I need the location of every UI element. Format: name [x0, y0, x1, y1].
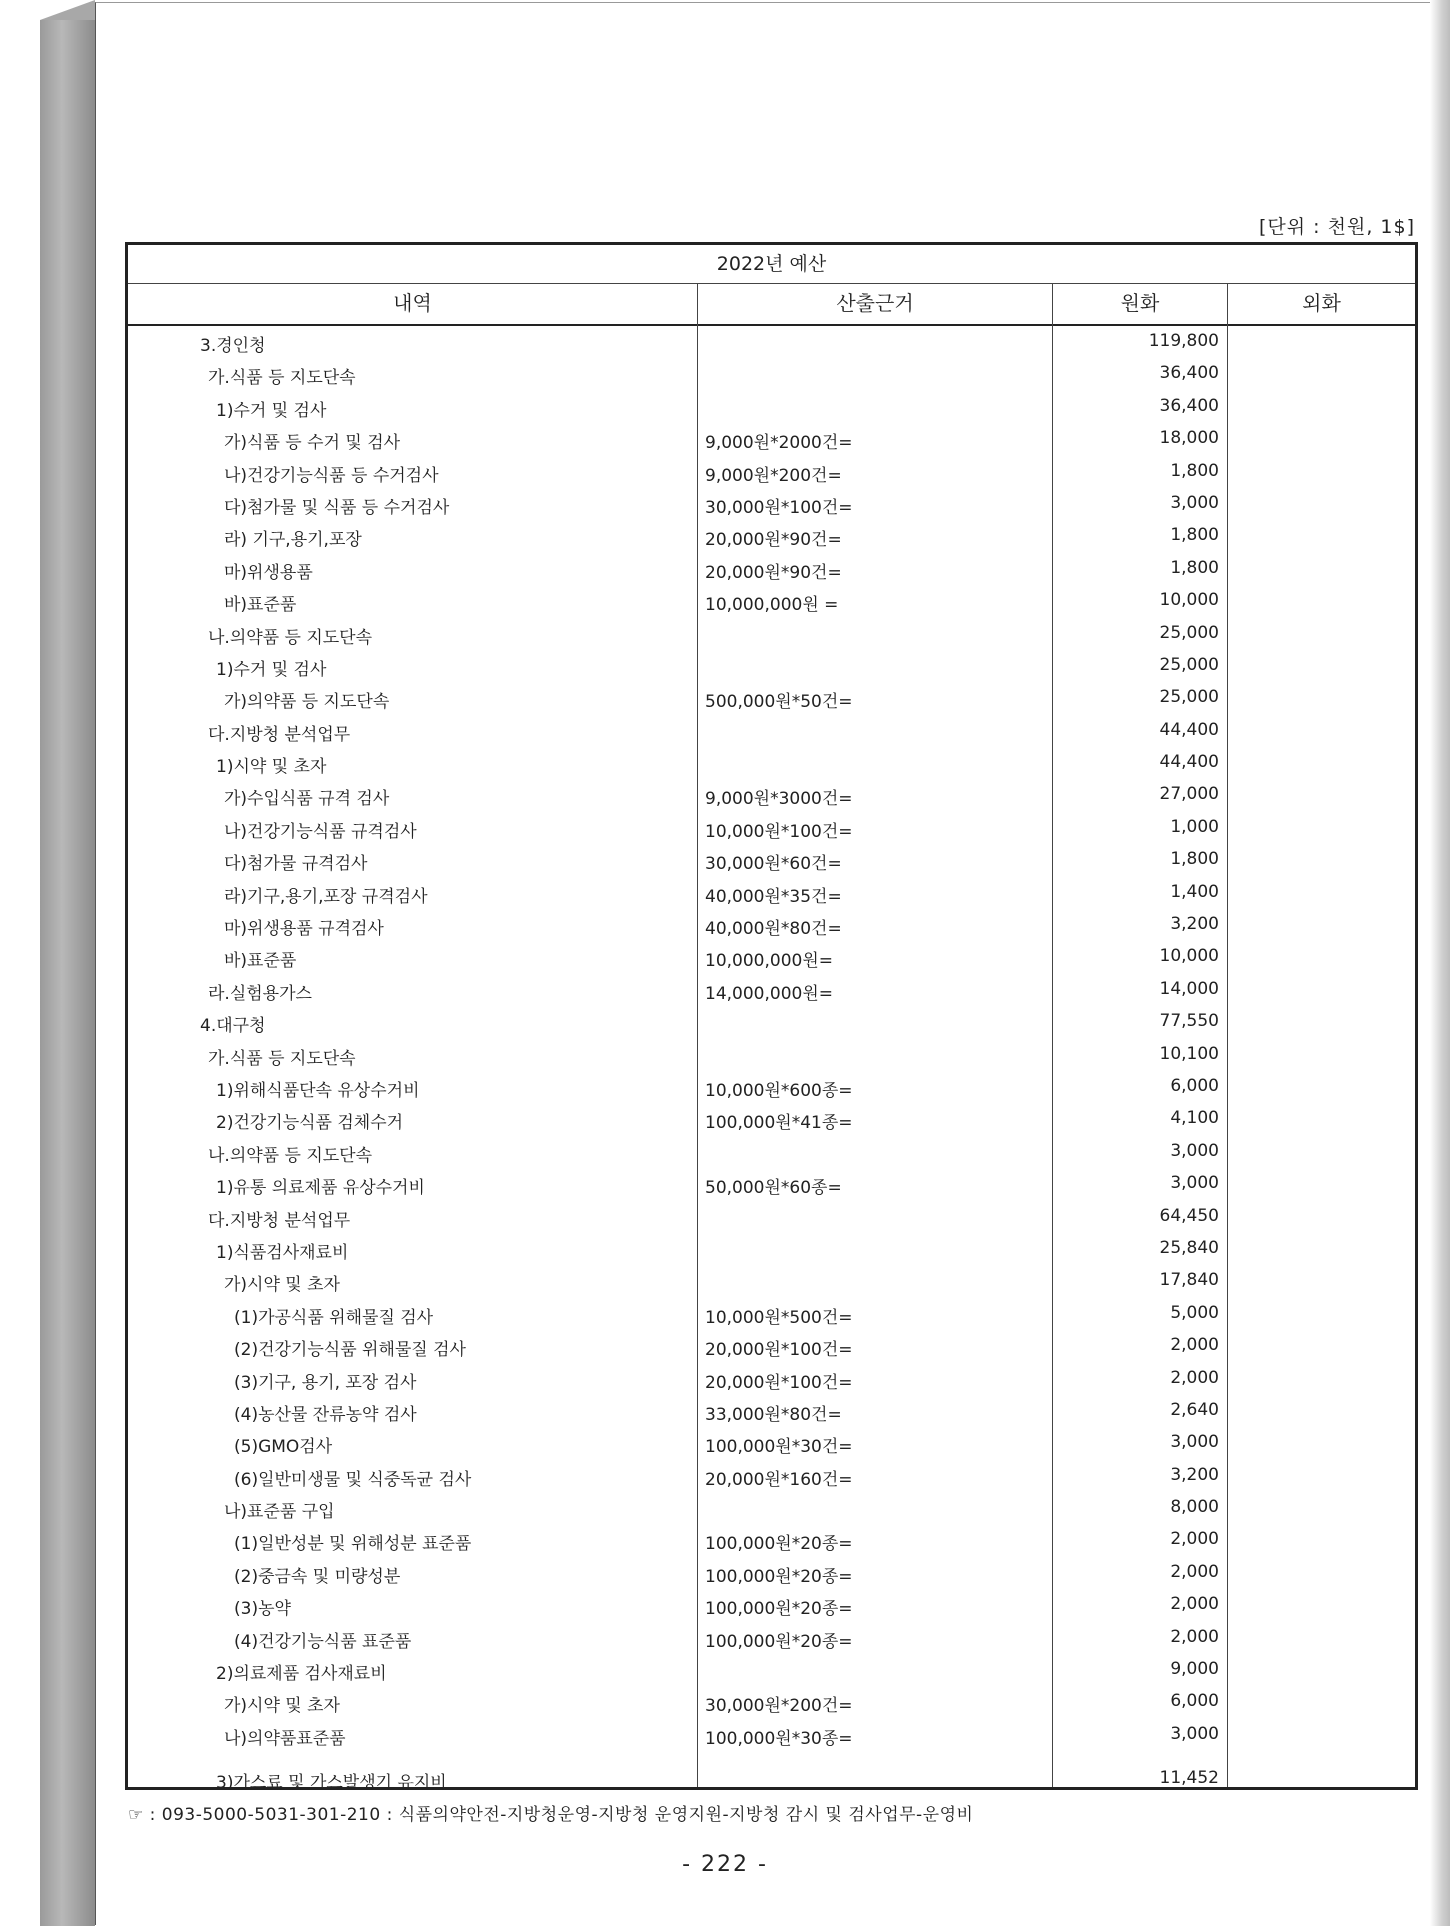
row-krw-amount: 3,000: [1170, 1432, 1219, 1453]
row-basis: 10,000원*100건=: [705, 821, 853, 842]
table-row: [128, 1719, 1415, 1751]
row-description: 가)시약 및 초자: [224, 1696, 340, 1717]
row-basis: 33,000원*80건=: [705, 1404, 842, 1425]
row-krw-amount: 2,640: [1170, 1399, 1219, 1420]
row-krw-amount: 27,000: [1159, 784, 1219, 805]
table-row: [128, 391, 1415, 423]
row-krw-amount: 25,000: [1159, 654, 1219, 675]
row-krw-amount: 1,000: [1170, 816, 1219, 837]
row-description: (4)농산물 잔류농약 검사: [234, 1404, 417, 1425]
table-row: [128, 1622, 1415, 1654]
row-krw-amount: 3,000: [1170, 1173, 1219, 1194]
row-krw-amount: 36,400: [1159, 363, 1219, 384]
row-basis: 14,000,000원=: [705, 983, 834, 1004]
row-krw-amount: 11,452: [1159, 1768, 1219, 1789]
table-row: [128, 423, 1415, 455]
page-edge-shadow: [1430, 0, 1450, 1926]
row-krw-amount: 25,840: [1159, 1237, 1219, 1258]
row-description: 2)의료제품 검사재료비: [216, 1664, 387, 1685]
table-row: [128, 909, 1415, 941]
table-row: [128, 520, 1415, 552]
row-description: 바)표준품: [224, 595, 297, 616]
table-row: [128, 1492, 1415, 1524]
row-krw-amount: 10,000: [1159, 946, 1219, 967]
row-basis: 40,000원*80건=: [705, 919, 842, 940]
row-krw-amount: 2,000: [1170, 1529, 1219, 1550]
row-description: 2)건강기능식품 검체수거: [216, 1113, 404, 1134]
row-krw-amount: 3,000: [1170, 1723, 1219, 1744]
table-row: [128, 1136, 1415, 1168]
table-row: [128, 1686, 1415, 1718]
table-row: [128, 1427, 1415, 1459]
row-basis: 10,000,000원 =: [705, 595, 839, 616]
table-row: [128, 1557, 1415, 1589]
table-row: [128, 941, 1415, 973]
row-basis: 9,000원*2000건=: [705, 433, 853, 454]
row-basis: 10,000원*600종=: [705, 1080, 853, 1101]
row-description: 라) 기구,용기,포장: [224, 530, 362, 551]
row-description: 1)시약 및 초자: [216, 757, 327, 778]
row-description: 가)시약 및 초자: [224, 1275, 340, 1296]
row-krw-amount: 3,000: [1170, 1140, 1219, 1161]
table-row: [128, 553, 1415, 585]
row-krw-amount: 1,800: [1170, 525, 1219, 546]
row-basis: 40,000원*35건=: [705, 886, 842, 907]
row-description: 나)건강기능식품 등 수거검사: [224, 465, 439, 486]
row-basis: 100,000원*20종=: [705, 1534, 853, 1555]
row-basis: 50,000원*60종=: [705, 1178, 842, 1199]
row-description: (3)기구, 용기, 포장 검사: [234, 1372, 417, 1393]
row-description: (1)가공식품 위해물질 검사: [234, 1307, 434, 1328]
row-krw-amount: 2,000: [1170, 1594, 1219, 1615]
table-row: [128, 877, 1415, 909]
row-description: 바)표준품: [224, 951, 297, 972]
table-row: [128, 650, 1415, 682]
row-krw-amount: 1,400: [1170, 881, 1219, 902]
row-basis: 20,000원*90건=: [705, 530, 842, 551]
table-row: [128, 488, 1415, 520]
row-description: 가)수입식품 규격 검사: [224, 789, 390, 810]
row-basis: 10,000원*500건=: [705, 1307, 853, 1328]
row-krw-amount: 2,000: [1170, 1335, 1219, 1356]
table-row: [128, 1168, 1415, 1200]
table-row: [128, 1395, 1415, 1427]
row-krw-amount: 5,000: [1170, 1302, 1219, 1323]
row-description: (4)건강기능식품 표준품: [234, 1631, 412, 1652]
budget-table: [125, 242, 1418, 1794]
row-krw-amount: 77,550: [1159, 1011, 1219, 1032]
row-krw-amount: 1,800: [1170, 557, 1219, 578]
row-description: 다)첨가물 및 식품 등 수거검사: [224, 497, 450, 518]
table-row: [128, 715, 1415, 747]
row-description: (2)건강기능식품 위해물질 검사: [234, 1340, 466, 1361]
row-description: 4.대구청: [200, 1016, 266, 1037]
row-basis: 10,000,000원=: [705, 951, 834, 972]
table-row: [128, 1363, 1415, 1395]
row-basis: 100,000원*20종=: [705, 1599, 853, 1620]
row-krw-amount: 25,000: [1159, 687, 1219, 708]
table-row: [128, 1460, 1415, 1492]
row-description: 나)의약품표준품: [224, 1728, 346, 1749]
row-krw-amount: 18,000: [1159, 428, 1219, 449]
row-description: 3.경인청: [200, 336, 266, 356]
row-basis: 9,000원*200건=: [705, 465, 842, 486]
row-description: 나.의약품 등 지도단속: [208, 1145, 373, 1166]
row-krw-amount: 14,000: [1159, 978, 1219, 999]
row-krw-amount: 9,000: [1170, 1659, 1219, 1680]
row-basis: 20,000원*90건=: [705, 562, 842, 583]
row-description: (2)중금속 및 미량성분: [234, 1566, 401, 1587]
year-header: 2022년 예산: [128, 245, 1415, 284]
column-header-foreign: 외화: [1228, 284, 1415, 326]
table-row: [128, 1039, 1415, 1071]
row-basis: 30,000원*100건=: [705, 497, 853, 518]
row-description: 가.식품 등 지도단속: [208, 368, 356, 389]
row-description: 다)첨가물 규격검사: [224, 854, 368, 875]
page-number: - 222 -: [682, 1852, 768, 1877]
row-description: (5)GMO검사: [234, 1437, 333, 1458]
row-basis: 9,000원*3000건=: [705, 789, 853, 810]
row-krw-amount: 36,400: [1159, 395, 1219, 416]
row-basis: 20,000원*100건=: [705, 1372, 853, 1393]
table-row: [128, 1298, 1415, 1330]
row-krw-amount: 1,800: [1170, 849, 1219, 870]
book-spine: [40, 20, 95, 1926]
book-spine-top: [40, 0, 95, 20]
row-description: 라)기구,용기,포장 규격검사: [224, 886, 428, 907]
row-description: 1)유통 의료제품 유상수거비: [216, 1178, 425, 1199]
table-row: [128, 1006, 1415, 1038]
table-row: [128, 456, 1415, 488]
table-body: [128, 326, 1415, 1801]
row-description: 가)식품 등 수거 및 검사: [224, 433, 401, 454]
table-row: [128, 1201, 1415, 1233]
unit-label: [단위 : 천원, 1$]: [1259, 216, 1415, 238]
row-description: 1)수거 및 검사: [216, 400, 327, 421]
footnote: ☞ : 093-5000-5031-301-210 : 식품의약안전-지방청운영-지방청 운영지원-지방청 감시 및 검사업무-운영비: [128, 1805, 974, 1825]
row-basis: 500,000원*50건=: [705, 692, 853, 713]
row-krw-amount: 2,000: [1170, 1626, 1219, 1647]
row-description: 1)식품검사재료비: [216, 1242, 349, 1263]
row-description: 3)가스료 및 가스발생기 유지비: [216, 1773, 447, 1794]
row-krw-amount: 10,100: [1159, 1043, 1219, 1064]
row-krw-amount: 44,400: [1159, 719, 1219, 740]
book-edge: [0, 0, 95, 1926]
row-description: (1)일반성분 및 위해성분 표준품: [234, 1534, 472, 1555]
row-basis: 100,000원*41종=: [705, 1113, 853, 1134]
row-basis: 100,000원*20종=: [705, 1566, 853, 1587]
row-krw-amount: 3,200: [1170, 1464, 1219, 1485]
row-basis: 20,000원*160건=: [705, 1469, 853, 1490]
row-krw-amount: 1,800: [1170, 460, 1219, 481]
table-row: [128, 1751, 1415, 1801]
row-description: (3)농약: [234, 1599, 291, 1620]
row-basis: 30,000원*60건=: [705, 854, 842, 875]
row-krw-amount: 3,000: [1170, 492, 1219, 513]
row-krw-amount: 6,000: [1170, 1075, 1219, 1096]
table-row: [128, 358, 1415, 390]
row-description: 가)의약품 등 지도단속: [224, 692, 390, 713]
table-row: [128, 1589, 1415, 1621]
row-krw-amount: 2,000: [1170, 1367, 1219, 1388]
table-row: [128, 1071, 1415, 1103]
table-row: [128, 844, 1415, 876]
column-header-krw: 원화: [1053, 284, 1227, 326]
row-basis: 100,000원*20종=: [705, 1631, 853, 1652]
table-row: [128, 1233, 1415, 1265]
column-header-basis: 산출근거: [698, 284, 1052, 326]
row-krw-amount: 44,400: [1159, 752, 1219, 773]
row-krw-amount: 119,800: [1148, 331, 1219, 351]
table-row: [128, 812, 1415, 844]
row-description: 나)표준품 구입: [224, 1502, 335, 1523]
row-krw-amount: 25,000: [1159, 622, 1219, 643]
row-description: 마)위생용품: [224, 562, 313, 583]
row-description: 가.식품 등 지도단속: [208, 1048, 356, 1069]
row-krw-amount: 64,450: [1159, 1205, 1219, 1226]
row-description: 라.실험용가스: [208, 983, 312, 1004]
row-krw-amount: 3,200: [1170, 914, 1219, 935]
row-description: 나)건강기능식품 규격검사: [224, 821, 417, 842]
row-basis: 100,000원*30종=: [705, 1728, 853, 1749]
table-row: [128, 1330, 1415, 1362]
row-description: 1)위해식품단속 유상수거비: [216, 1080, 420, 1101]
row-basis: 20,000원*100건=: [705, 1340, 853, 1361]
row-description: 나.의약품 등 지도단속: [208, 627, 373, 648]
row-description: 마)위생용품 규격검사: [224, 919, 384, 940]
row-description: 1)수거 및 검사: [216, 659, 327, 680]
table-row: [128, 585, 1415, 617]
table-row: [128, 682, 1415, 714]
table-row: [128, 618, 1415, 650]
row-krw-amount: 2,000: [1170, 1561, 1219, 1582]
row-basis: 30,000원*200건=: [705, 1696, 853, 1717]
column-header-description: 내역: [128, 284, 697, 326]
row-description: 다.지방청 분석업무: [208, 1210, 351, 1231]
table-row: [128, 1265, 1415, 1297]
table-row: [128, 747, 1415, 779]
row-description: (6)일반미생물 및 식중독균 검사: [234, 1469, 472, 1490]
table-row: [128, 1654, 1415, 1686]
row-krw-amount: 4,100: [1170, 1108, 1219, 1129]
row-krw-amount: 10,000: [1159, 590, 1219, 611]
table-row: [128, 1103, 1415, 1135]
table-row: [128, 779, 1415, 811]
row-krw-amount: 8,000: [1170, 1497, 1219, 1518]
row-krw-amount: 17,840: [1159, 1270, 1219, 1291]
table-row: [128, 974, 1415, 1006]
row-krw-amount: 6,000: [1170, 1691, 1219, 1712]
table-row: [128, 1524, 1415, 1556]
row-basis: 100,000원*30건=: [705, 1437, 853, 1458]
row-description: 다.지방청 분석업무: [208, 724, 351, 745]
table-row: [128, 326, 1415, 358]
